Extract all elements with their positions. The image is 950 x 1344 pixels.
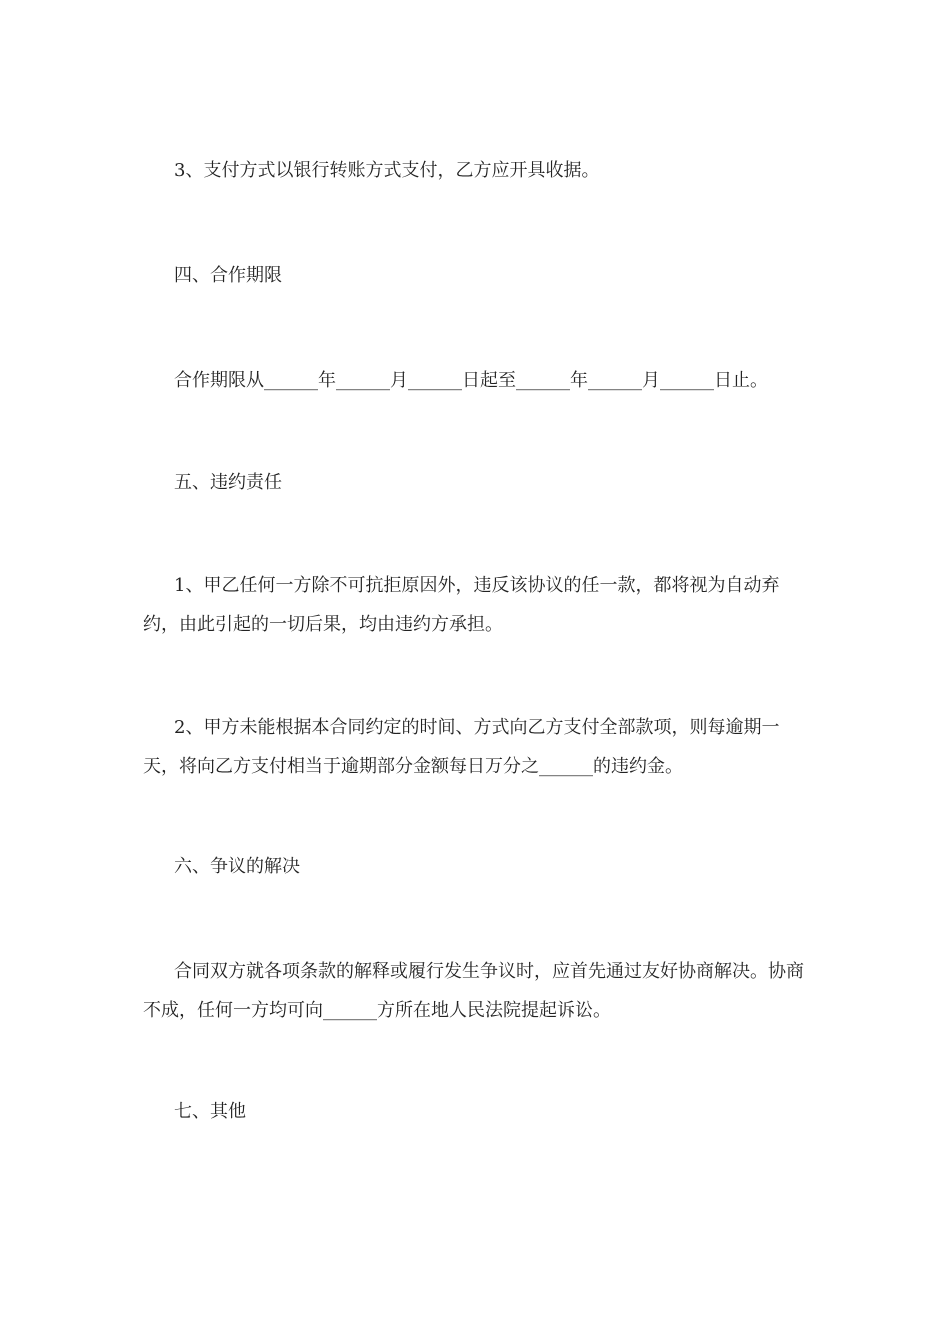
section-heading-breach-liability: 五、违约责任 bbox=[174, 472, 282, 493]
clause-cooperation-term: 合作期限从______年______月______日起至______年______月______日止。 bbox=[174, 370, 768, 391]
clause-breach-1: 1、甲乙任何一方除不可抗拒原因外，违反该协议的任一款，都将视为自动弃约，由此引起的一切后果，均由违约方承担。 bbox=[143, 575, 780, 635]
clause-dispute-resolution: 合同双方就各项条款的解释或履行发生争议时，应首先通过友好协商解决。协商不成，任何一方均可向______方所在地人民法院提起诉讼。 bbox=[143, 961, 804, 1021]
clause-payment-method: 3、支付方式以银行转账方式支付，乙方应开具收据。 bbox=[174, 160, 600, 181]
section-heading-other: 七、其他 bbox=[174, 1101, 246, 1122]
section-heading-cooperation-term: 四、合作期限 bbox=[174, 265, 282, 286]
section-heading-dispute-resolution: 六、争议的解决 bbox=[174, 856, 300, 877]
clause-breach-2: 2、甲方未能根据本合同约定的时间、方式向乙方支付全部款项，则每逾期一天，将向乙方支付相当于逾期部分金额每日万分之______的违约金。 bbox=[143, 717, 780, 777]
